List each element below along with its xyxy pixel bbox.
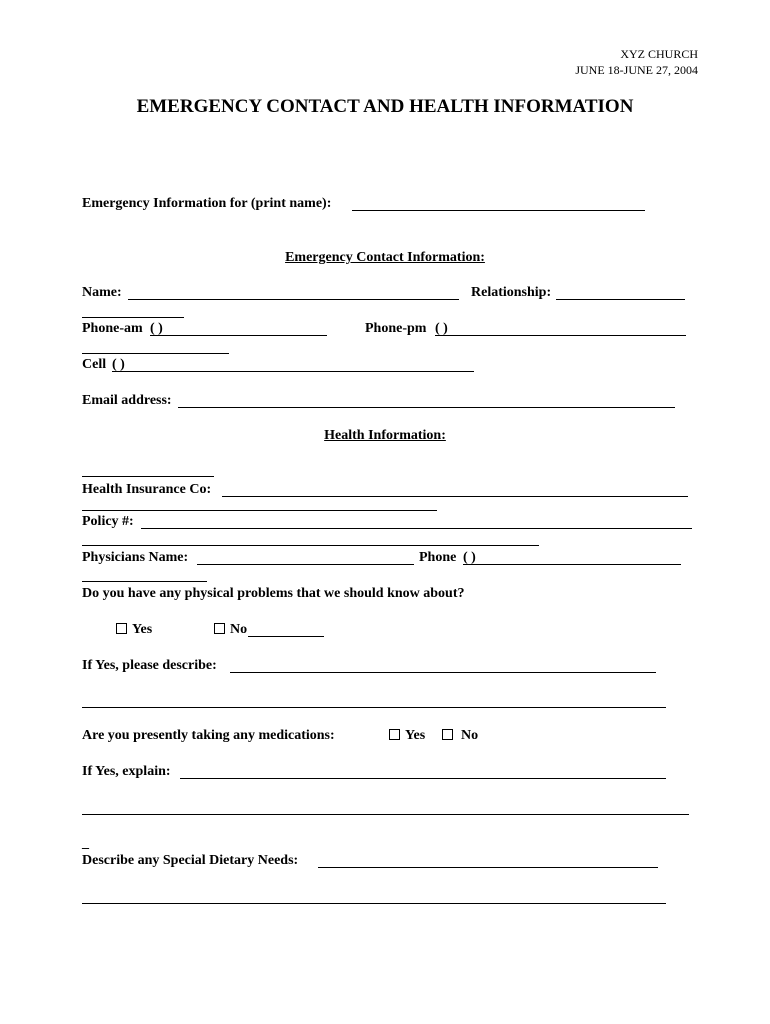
name-line <box>128 299 459 300</box>
physician-name-field[interactable] <box>197 548 414 564</box>
physical-yes-option[interactable] <box>116 622 152 638</box>
relationship-field[interactable] <box>556 283 685 299</box>
relationship-label: Relationship: <box>471 285 552 300</box>
health-insurance-line <box>222 496 688 497</box>
print-name-label: Emergency Information for (print name): <box>82 196 332 211</box>
physical-no-line <box>248 636 324 637</box>
relationship-line <box>556 299 685 300</box>
policy-field[interactable] <box>141 512 692 528</box>
dietary-needs-line <box>318 867 658 868</box>
dietary-needs-continuation-line <box>82 903 666 904</box>
print-name-field[interactable] <box>352 194 645 210</box>
policy-label: Policy #: <box>82 514 134 529</box>
explain-line <box>180 778 666 779</box>
explain-field[interactable] <box>180 762 666 778</box>
physician-phone-area-code: ( ) <box>463 550 476 565</box>
phone-pm-continuation-line <box>82 353 229 354</box>
relationship-continuation-line <box>82 317 184 318</box>
cell-line <box>112 371 474 372</box>
physician-name-line <box>197 564 414 565</box>
phone-pm-field[interactable] <box>475 319 686 335</box>
name-field[interactable] <box>128 283 459 299</box>
physician-phone-line <box>463 564 681 565</box>
print-name-line <box>352 210 645 211</box>
policy-continuation-line <box>82 545 539 546</box>
describe-field-line-2[interactable] <box>82 690 666 706</box>
dietary-needs-label: Describe any Special Dietary Needs: <box>82 853 299 868</box>
phone-pm-label: Phone-pm <box>365 321 427 336</box>
event-dates: JUNE 18-JUNE 27, 2004 <box>575 63 698 77</box>
health-blank-line <box>82 476 214 477</box>
health-insurance-field[interactable] <box>222 480 688 496</box>
email-line <box>178 407 675 408</box>
describe-line <box>230 672 656 673</box>
stray-underscore: _ <box>82 836 89 851</box>
checkbox-icon[interactable] <box>442 729 453 740</box>
describe-continuation-line <box>82 707 666 708</box>
cell-area-code: ( ) <box>112 357 125 372</box>
phone-pm-area-code: ( ) <box>435 321 448 336</box>
describe-label: If Yes, please describe: <box>82 658 217 673</box>
email-field[interactable] <box>178 391 675 407</box>
dietary-needs-field-line-2[interactable] <box>82 886 666 902</box>
physical-no-label: No <box>230 622 248 637</box>
describe-field[interactable] <box>230 656 656 672</box>
medications-no-label: No <box>461 728 479 743</box>
phone-pm-line <box>435 335 686 336</box>
form-title: EMERGENCY CONTACT AND HEALTH INFORMATION <box>136 96 634 117</box>
physician-name-label: Physicians Name: <box>82 550 189 565</box>
checkbox-icon[interactable] <box>116 623 127 634</box>
cell-field[interactable] <box>150 355 474 371</box>
health-insurance-continuation-line <box>82 510 437 511</box>
health-information-heading: Health Information: <box>324 428 446 443</box>
explain-continuation-line <box>82 814 689 815</box>
physical-yes-label: Yes <box>132 622 153 637</box>
phone-am-field[interactable] <box>190 319 327 335</box>
phone-am-line <box>150 335 327 336</box>
physician-continuation-line <box>82 581 207 582</box>
phone-am-label: Phone-am <box>82 321 143 336</box>
physical-problems-question: Do you have any physical problems that we should know about? <box>82 586 465 601</box>
checkbox-icon[interactable] <box>214 623 225 634</box>
medications-yes-option[interactable] <box>389 728 425 744</box>
physician-phone-field[interactable] <box>508 548 681 564</box>
dietary-needs-field[interactable] <box>318 851 658 867</box>
medications-no-option[interactable] <box>442 728 478 744</box>
medications-question: Are you presently taking any medications: <box>82 728 335 743</box>
policy-line <box>141 528 692 529</box>
name-label: Name: <box>82 285 122 300</box>
physician-phone-label: Phone <box>419 550 457 565</box>
phone-am-area-code: ( ) <box>150 321 163 336</box>
checkbox-icon[interactable] <box>389 729 400 740</box>
health-insurance-label: Health Insurance Co: <box>82 482 212 497</box>
medications-yes-label: Yes <box>405 728 426 743</box>
email-label: Email address: <box>82 393 172 408</box>
physical-no-option[interactable] <box>214 622 247 638</box>
explain-field-line-2[interactable] <box>82 797 689 813</box>
explain-label: If Yes, explain: <box>82 764 171 779</box>
cell-label: Cell <box>82 357 107 372</box>
emergency-contact-heading: Emergency Contact Information: <box>285 250 485 265</box>
organization-name: XYZ CHURCH <box>620 47 698 61</box>
